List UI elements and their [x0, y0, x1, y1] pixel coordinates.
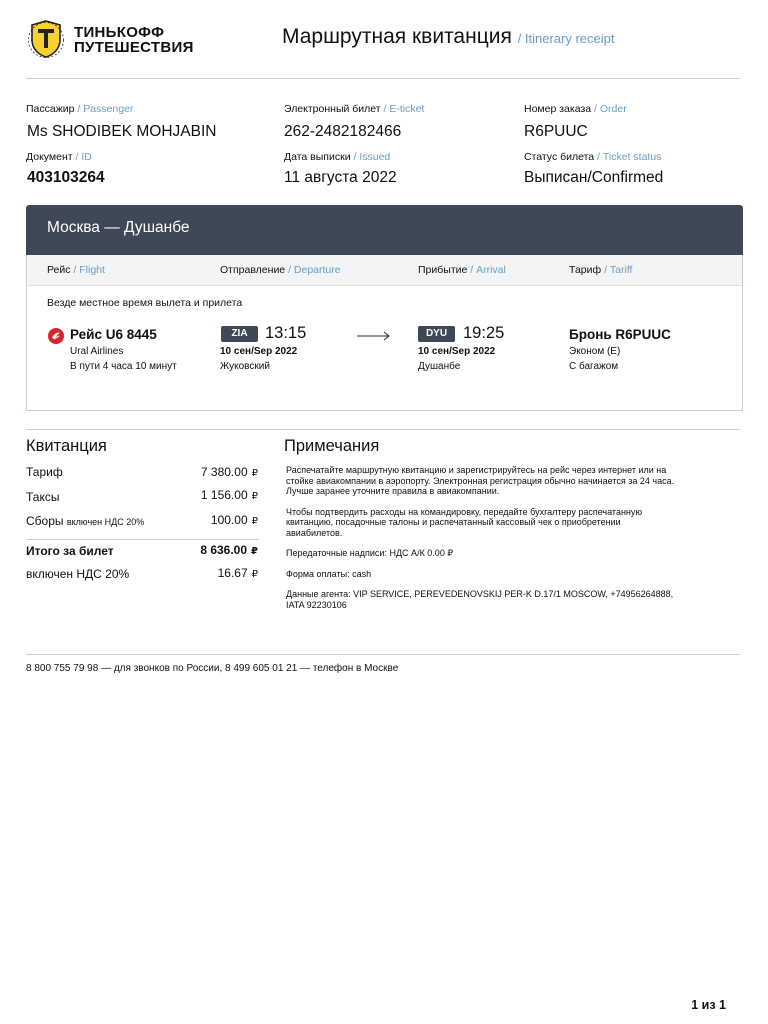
order-value: R6PUUC [524, 123, 588, 140]
passenger-value: Ms SHODIBEK MOHJABIN [27, 123, 217, 140]
flight-duration: В пути 4 часа 10 минут [70, 361, 177, 372]
notes-paragraph: Форма оплаты: cash [286, 568, 372, 579]
footer-contacts: 8 800 755 79 98 — для звонков по России, 8 499 605 01 21 — телефон в Москве [26, 663, 399, 674]
receipt-total-divider [26, 539, 259, 540]
ruble-sign: ₽ [251, 468, 258, 479]
flight-table [26, 255, 743, 411]
page-number: 1 из 1 [691, 998, 726, 1012]
ruble-sign: ₽ [251, 569, 258, 580]
page-title-ru: Маршрутная квитанция [282, 25, 512, 48]
departure-airport: Жуковский [220, 361, 270, 372]
brand-name [74, 25, 194, 55]
eticket-label: Электронный билет / E-ticket [284, 103, 425, 115]
receipt-row-name: Таксы [26, 490, 60, 504]
receipt-title: Квитанция [26, 437, 107, 455]
issued-label: Дата выписки / Issued [284, 151, 391, 163]
arrival-time: 19:25 [463, 324, 505, 342]
ruble-sign: ₽ [251, 516, 258, 527]
receipt-row-name: Сборы включен НДС 20% [26, 514, 145, 528]
receipt-row-value: 7 380.00 ₽ [200, 465, 258, 479]
col-tariff: Тариф / Tariff [569, 264, 633, 276]
brand-logo [26, 18, 226, 60]
local-time-note: Везде местное время вылета и прилета [47, 297, 243, 309]
status-label: Статус билета / Ticket status [524, 151, 662, 163]
receipt-total-value: 8 636.00 ₽ [200, 543, 258, 557]
notes-paragraph: Чтобы подтвердить расходы на командировку, передайте бухгалтеру распечатанную квитанцию, посадочные талоны и распечатанный кассовый чек о приобретении авиабилетов. [286, 506, 643, 538]
arrival-airport-code: DYU [418, 326, 455, 342]
eticket-value: 262-2482182466 [284, 123, 402, 140]
receipt-row-name: Тариф [26, 465, 63, 479]
receipt-vat-value: 16.67 ₽ [217, 566, 258, 580]
ruble-sign: ₽ [251, 546, 258, 557]
departure-date: 10 сен/Sep 2022 [220, 346, 298, 357]
divider-top [26, 78, 740, 79]
notes-paragraph: Распечатайте маршрутную квитанцию и зарегистрируйтесь на рейс через интернет или на стойке авиакомпании в аэропорту. Электронная регистрация обычно начинается за 24 часа. Лучше заранее уточните правила в авиакомпании. [286, 465, 675, 496]
notes-body [286, 465, 676, 620]
notes-title: Примечания [284, 437, 380, 455]
divider-bottom [26, 654, 740, 655]
col-departure: Отправление / Departure [220, 264, 341, 276]
route-title: Москва — Душанбе [47, 219, 190, 236]
col-flight: Рейс / Flight [47, 264, 105, 276]
tariff-baggage: С багажом [569, 361, 619, 372]
issued-value: 11 августа 2022 [284, 169, 397, 186]
receipt-row-value: 100.00 ₽ [210, 513, 258, 527]
brand-line-1: ТИНЬКОФФ [74, 24, 165, 41]
notes-paragraph: Данные агента: VIP SERVICE, PEREVEDENOVSKIJ PER-K D.17/1 MOSCOW, +74956264888, IATA 92230106 [286, 589, 674, 610]
arrival-date: 10 сен/Sep 2022 [418, 346, 496, 357]
flight-table-header [27, 255, 742, 286]
status-value: Выписан/Confirmed [524, 169, 664, 186]
page-title-en: / Itinerary receipt [517, 31, 615, 46]
flight-number: Рейс U6 8445 [70, 327, 157, 342]
airline-name: Ural Airlines [70, 346, 124, 357]
notes-paragraph: Передаточные надписи: НДС А/К 0.00 ₽ [286, 548, 454, 558]
arrow-right-icon [357, 331, 391, 341]
departure-time: 13:15 [265, 324, 307, 342]
col-arrival: Прибытие / Arrival [418, 264, 506, 276]
receipt-row-note: включен НДС 20% [66, 517, 145, 527]
receipt-vat-label: включен НДС 20% [26, 567, 130, 581]
brand-line-2: ПУТЕШЕСТВИЯ [74, 39, 194, 56]
page-title [282, 24, 615, 52]
ural-airlines-logo-icon [48, 328, 64, 344]
receipt-row-value: 1 156.00 ₽ [200, 488, 258, 502]
tariff-booking: Бронь R6PUUC [569, 327, 671, 342]
ruble-sign: ₽ [251, 491, 258, 502]
tariff-class: Эконом (E) [569, 346, 621, 357]
departure-airport-code: ZIA [221, 326, 258, 342]
divider-middle [26, 429, 740, 430]
order-label: Номер заказа / Order [524, 103, 627, 115]
document-label: Документ / ID [26, 151, 92, 163]
receipt-total-label: Итого за билет [26, 544, 114, 558]
passenger-label: Пассажир / Passenger [26, 103, 134, 115]
route-header [26, 205, 743, 255]
arrival-airport: Душанбе [418, 361, 461, 372]
document-value: 403103264 [27, 169, 105, 186]
tinkoff-shield-emblem-icon [26, 20, 66, 58]
